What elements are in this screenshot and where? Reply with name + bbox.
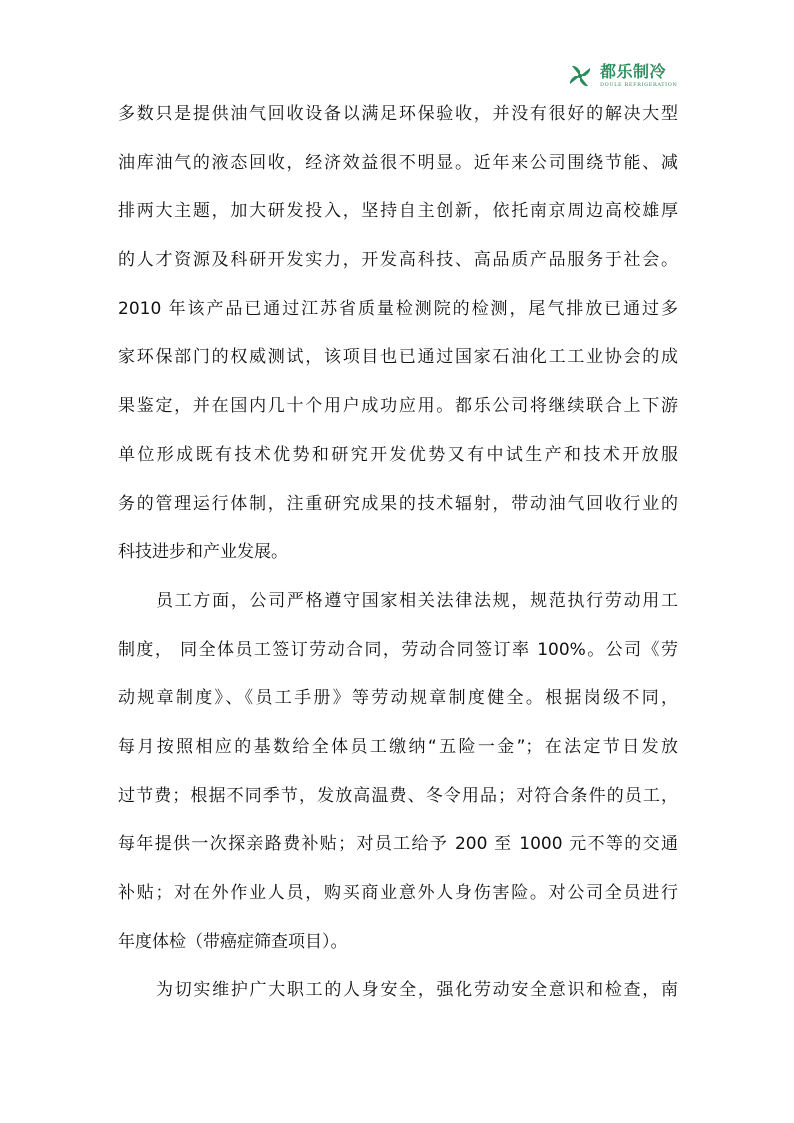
body-line: 制度， 同全体员工签订劳动合同，劳动合同签订率 100%。公司《劳 bbox=[118, 639, 678, 660]
logo-text bbox=[600, 64, 677, 88]
body-line: 单位形成既有技术优势和研究开发优势又有中试生产和技术开放服 bbox=[118, 444, 678, 465]
body-line: 科技进步和产业发展。 bbox=[118, 542, 288, 563]
body-line: 每年提供一次探亲路费补贴；对员工给予 200 至 1000 元不等的交通 bbox=[118, 834, 678, 855]
paragraph-first-line: 员工方面，公司严格遵守国家相关法律法规，规范执行劳动用工 bbox=[156, 590, 678, 611]
body-line: 务的管理运行体制，注重研究成果的技术辐射，带动油气回收行业的 bbox=[118, 493, 678, 514]
body-line: 2010 年该产品已通过江苏省质量检测院的检测，尾气排放已通过多 bbox=[118, 298, 678, 319]
body-line: 每月按照相应的基数给全体员工缴纳“五险一金”；在法定节日发放 bbox=[118, 736, 678, 757]
paragraph-first-line: 为切实维护广大职工的人身安全，强化劳动安全意识和检查，南 bbox=[156, 980, 678, 1001]
body-line: 年度体检（带癌症筛查项目）。 bbox=[118, 931, 348, 952]
document-body bbox=[118, 90, 678, 1015]
body-line: 果鉴定，并在国内几十个用户成功应用。都乐公司将继续联合上下游 bbox=[118, 396, 678, 417]
body-line: 排两大主题，加大研发投入，坚持自主创新，依托南京周边高校雄厚 bbox=[118, 201, 678, 222]
body-line: 家环保部门的权威测试，该项目也已通过国家石油化工工业协会的成 bbox=[118, 347, 678, 368]
body-line: 的人才资源及科研开发实力，开发高科技、高品质产品服务于社会。 bbox=[118, 250, 678, 271]
logo-leaf-icon bbox=[566, 62, 594, 90]
logo-english-name: DOULE REFRIGERATION bbox=[600, 82, 678, 88]
body-line: 油库油气的液态回收，经济效益很不明显。近年来公司围绕节能、减 bbox=[118, 152, 678, 173]
logo-chinese-name: 都乐制冷 bbox=[600, 62, 667, 81]
body-line: 多数只是提供油气回收设备以满足环保验收，并没有很好的解决大型 bbox=[118, 104, 678, 124]
body-line: 补贴；对在外作业人员，购买商业意外人身伤害险。对公司全员进行 bbox=[118, 883, 678, 903]
body-line: 过节费；根据不同季节，发放高温费、冬令用品；对符合条件的员工， bbox=[118, 785, 678, 806]
company-logo bbox=[566, 58, 686, 94]
body-line: 动规章制度》、《员工手册》等劳动规章制度健全。根据岗级不同， bbox=[118, 688, 678, 709]
